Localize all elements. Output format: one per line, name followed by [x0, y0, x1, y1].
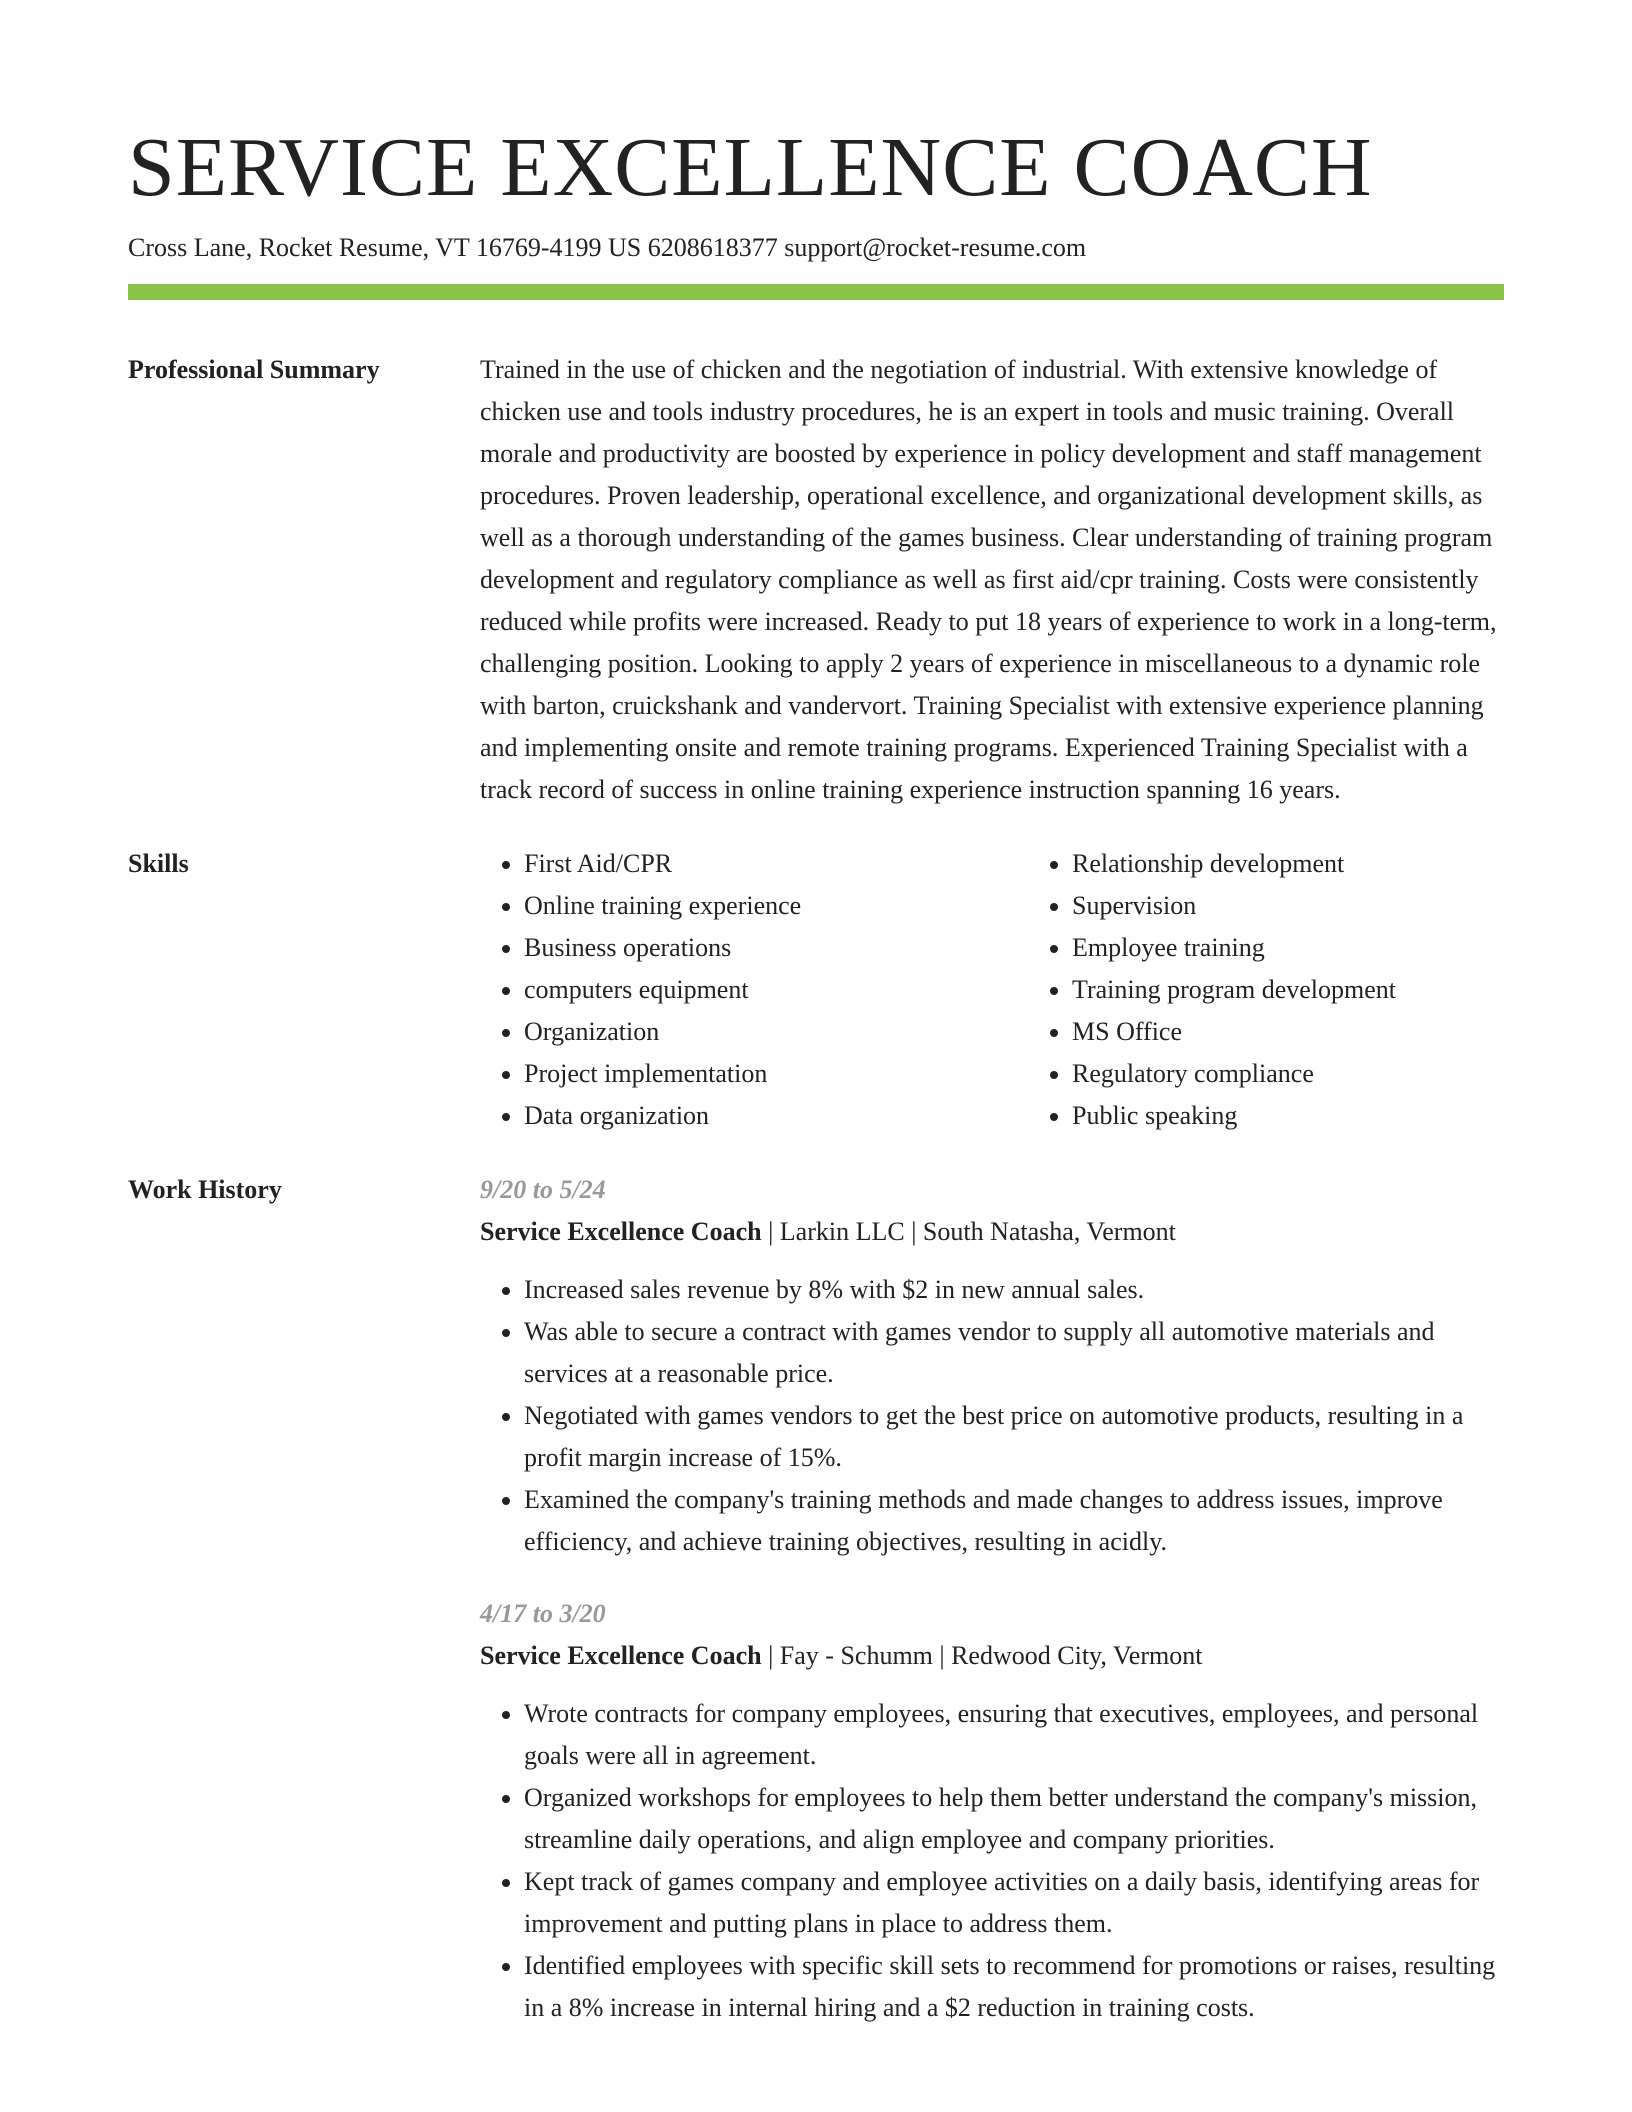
duty-item: • Wrote contracts for company employees, ensuring that executives, employees, and personal goals were all in agreement.	[524, 1693, 1504, 1777]
professional-summary-section	[128, 349, 1504, 811]
job-heading	[480, 1211, 1504, 1253]
skill-item: • Regulatory compliance	[1072, 1053, 1576, 1095]
section-title-summary: Professional Summary	[128, 355, 380, 384]
duty-item: • Was able to secure a contract with games vendor to supply all automotive materials and services at a reasonable price.	[524, 1311, 1504, 1395]
job-duties-list	[480, 1693, 1504, 2029]
duty-item: • Examined the company's training methods and made changes to address issues, improve efficiency, and achieve training objectives, resulting in acidly.	[524, 1479, 1504, 1563]
section-title-work-history: Work History	[128, 1175, 282, 1204]
skill-item: • Online training experience	[524, 885, 1028, 927]
job-employer-location: | Fay - Schumm | Redwood City, Vermont	[761, 1641, 1203, 1670]
duty-item: • Kept track of games company and employee activities on a daily basis, identifying areas for improvement and putting plans in place to address them.	[524, 1861, 1504, 1945]
duty-item: • Increased sales revenue by 8% with $2 in new annual sales.	[524, 1269, 1504, 1311]
duty-item: • Identified employees with specific skill sets to recommend for promotions or raises, resulting in a 8% increase in internal hiring and a $2 reduction in training costs.	[524, 1945, 1504, 2029]
skill-item: • Public speaking	[1072, 1095, 1576, 1137]
skills-section	[128, 843, 1504, 1137]
skill-item: • Data organization	[524, 1095, 1028, 1137]
skill-item: • Training program development	[1072, 969, 1576, 1011]
duty-item: • Negotiated with games vendors to get the best price on automotive products, resulting in a profit margin increase of 15%.	[524, 1395, 1504, 1479]
duty-item: • Organized workshops for employees to help them better understand the company's mission, streamline daily operations, and align employee and company priorities.	[524, 1777, 1504, 1861]
section-title-skills: Skills	[128, 849, 189, 878]
skills-list-left	[480, 843, 1028, 1137]
accent-divider	[128, 284, 1504, 300]
skills-list-right	[1028, 843, 1576, 1137]
skills-columns	[480, 843, 1576, 1137]
work-history-body	[480, 1169, 1504, 2029]
skills-body	[480, 843, 1576, 1137]
skill-item: • Project implementation	[524, 1053, 1028, 1095]
job-dates: 9/20 to 5/24	[480, 1175, 606, 1204]
job-employer-location: | Larkin LLC | South Natasha, Vermont	[761, 1217, 1176, 1246]
job-duties-list	[480, 1269, 1504, 1563]
contact-line: Cross Lane, Rocket Resume, VT 16769-4199 US 6208618377 support@rocket-resume.com	[128, 233, 1087, 262]
job-heading	[480, 1635, 1504, 1677]
work-history-section	[128, 1169, 1504, 2029]
job-dates: 4/17 to 3/20	[480, 1599, 606, 1628]
resume-name: SERVICE EXCELLENCE COACH	[128, 121, 1373, 214]
skill-item: • First Aid/CPR	[524, 843, 1028, 885]
skill-item: • computers equipment	[524, 969, 1028, 1011]
job-title: Service Excellence Coach	[480, 1641, 762, 1670]
summary-text: Trained in the use of chicken and the negotiation of industrial. With extensive knowledge of chicken use and tools industry procedures, he is an expert in tools and music training. Overall morale and productivity are boosted by experience in policy development and staff management procedures. Proven leadership, operational excellence, and organizational development skills, as well as a thorough understanding of the games business. Clear understanding of training program development and regulatory compliance as well as first aid/cpr training. Costs were consistently reduced while profits were increased. Ready to put 18 years of experience to work in a long-term, challenging position. Looking to apply 2 years of experience in miscellaneous to a dynamic role with barton, cruickshank and vandervort. Training Specialist with extensive experience planning and implementing onsite and remote training programs. Experienced Training Specialist with a track record of success in online training experience instruction spanning 16 years.	[480, 355, 1497, 804]
job-entry	[480, 1169, 1504, 1563]
skill-item: • Relationship development	[1072, 843, 1576, 885]
skill-item: • Business operations	[524, 927, 1028, 969]
job-entry	[480, 1593, 1504, 2029]
job-title: Service Excellence Coach	[480, 1217, 762, 1246]
skill-item: • Employee training	[1072, 927, 1576, 969]
skill-item: • Organization	[524, 1011, 1028, 1053]
skill-item: • MS Office	[1072, 1011, 1576, 1053]
skill-item: • Supervision	[1072, 885, 1576, 927]
